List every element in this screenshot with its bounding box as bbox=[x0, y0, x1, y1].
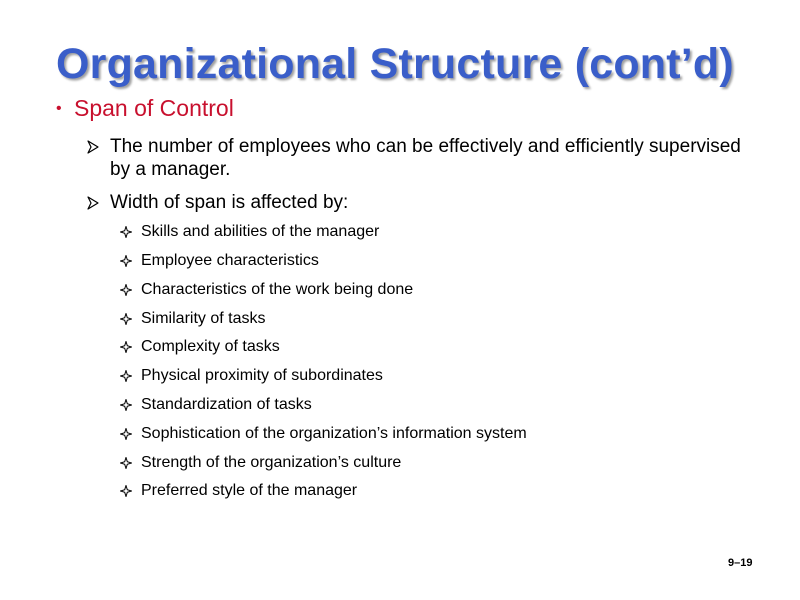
diamond-bullet-icon bbox=[120, 457, 132, 469]
main-bullet-point bbox=[56, 95, 234, 122]
diamond-bullet-icon bbox=[120, 226, 132, 238]
diamond-bullet-icon bbox=[120, 313, 132, 325]
factor-item bbox=[120, 251, 319, 271]
sub-point-item bbox=[86, 191, 766, 214]
sub-point-item bbox=[86, 135, 766, 181]
arrow-bullet-icon bbox=[86, 140, 100, 154]
bullet-dot-icon: • bbox=[56, 99, 62, 117]
factor-item bbox=[120, 481, 357, 501]
sub-point-text: Width of span is affected by: bbox=[110, 192, 349, 213]
main-point-text: Span of Control bbox=[74, 95, 234, 121]
factor-text: Physical proximity of subordinates bbox=[141, 367, 383, 384]
page-number: 9–19 bbox=[728, 557, 753, 569]
factor-item bbox=[120, 366, 383, 386]
diamond-bullet-icon bbox=[120, 428, 132, 440]
factor-item bbox=[120, 453, 401, 473]
factor-text: Sophistication of the organization’s information system bbox=[141, 425, 527, 442]
factor-text: Similarity of tasks bbox=[141, 310, 266, 327]
slide-title: Organizational Structure (cont’d) bbox=[56, 40, 734, 88]
diamond-bullet-icon bbox=[120, 370, 132, 382]
factor-text: Employee characteristics bbox=[141, 252, 319, 269]
factor-text: Standardization of tasks bbox=[141, 396, 312, 413]
diamond-bullet-icon bbox=[120, 399, 132, 411]
factor-item bbox=[120, 337, 280, 357]
factor-item bbox=[120, 424, 527, 444]
factor-text: Strength of the organization’s culture bbox=[141, 454, 402, 471]
factor-item bbox=[120, 222, 379, 242]
sub-point-text: The number of employees who can be effectively and efficiently supervised by a manager. bbox=[110, 136, 741, 180]
factor-item bbox=[120, 280, 413, 300]
factor-item bbox=[120, 309, 265, 329]
factor-text: Characteristics of the work being done bbox=[141, 281, 414, 298]
factor-text: Complexity of tasks bbox=[141, 338, 280, 355]
diamond-bullet-icon bbox=[120, 485, 132, 497]
factor-text: Skills and abilities of the manager bbox=[141, 223, 380, 240]
factor-item bbox=[120, 395, 312, 415]
diamond-bullet-icon bbox=[120, 341, 132, 353]
factor-text: Preferred style of the manager bbox=[141, 482, 358, 499]
arrow-bullet-icon bbox=[86, 196, 100, 210]
diamond-bullet-icon bbox=[120, 284, 132, 296]
diamond-bullet-icon bbox=[120, 255, 132, 267]
